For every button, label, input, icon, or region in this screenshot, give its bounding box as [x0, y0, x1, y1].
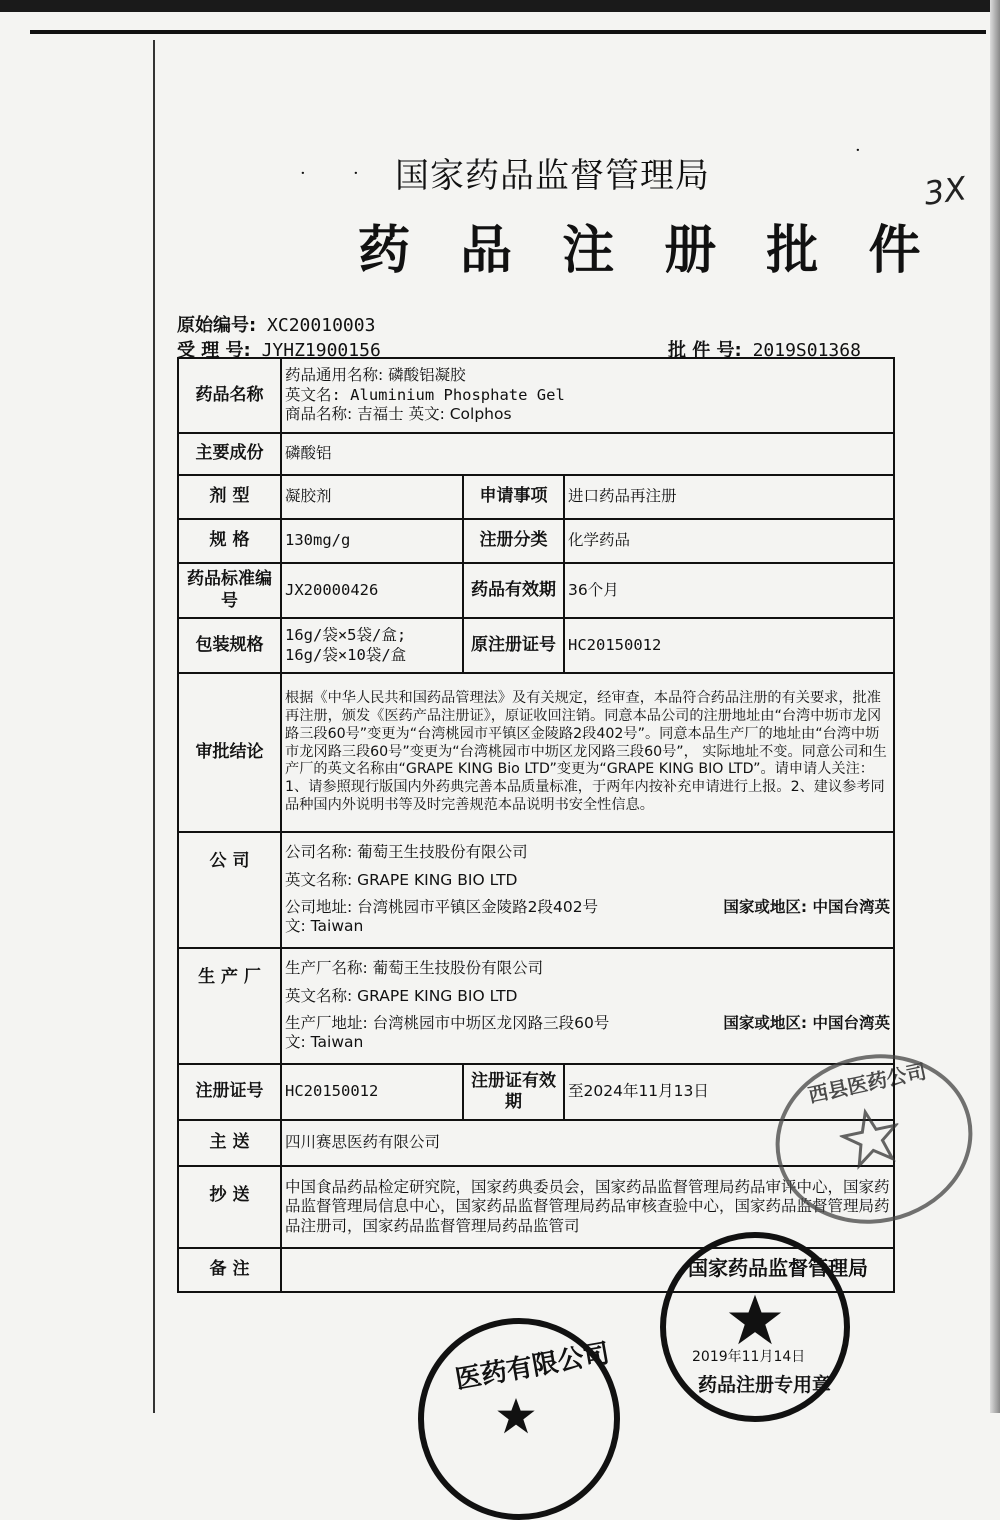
acceptance-number-label: 受 理 号: — [177, 340, 251, 361]
standard-number-value: JX20000426 — [281, 563, 463, 618]
cc-label: 抄 送 — [178, 1166, 281, 1248]
speck: · — [300, 163, 306, 184]
conclusion-label: 审批结论 — [178, 673, 281, 832]
spacer — [285, 890, 890, 898]
company-country-cont: 文: Taiwan — [285, 917, 364, 936]
company-english-name: 英文名称: GRAPE KING BIO LTD — [285, 870, 518, 889]
cert-validity-value: 至2024年11月13日 — [564, 1064, 894, 1120]
main-ingredient-label: 主要成份 — [178, 433, 281, 475]
manufacturer-label: 生 产 厂 — [178, 948, 281, 1064]
agency-name: 国家药品监督管理局 — [395, 156, 710, 196]
speck: · — [855, 140, 861, 161]
company-label: 公 司 — [178, 832, 281, 948]
scan-top-edge — [0, 0, 1000, 12]
company-seal — [418, 1318, 620, 1520]
table-row — [178, 618, 894, 673]
spacer — [285, 979, 890, 987]
official-seal — [660, 1232, 868, 1422]
seal-star-icon — [727, 1292, 783, 1348]
table-row — [178, 519, 894, 563]
company-cell — [281, 832, 894, 948]
spacer — [285, 1006, 890, 1014]
packaging-line-2: 16g/袋×10袋/盒 — [285, 645, 407, 664]
table-row — [178, 948, 894, 1064]
seal-star-icon — [496, 1396, 536, 1436]
validity-label: 药品有效期 — [463, 563, 564, 618]
right-seal-text: 西县医药公司 — [806, 1058, 929, 1108]
registration-category-value: 化学药品 — [564, 519, 894, 563]
company-country: 国家或地区: 中国台湾英 — [723, 898, 891, 916]
cc-value: 中国食品药品检定研究院，国家药典委员会，国家药品监督管理局药品审评中心，国家药品监督管理局信息中心，国家药品监督管理局药品审核查验中心，国家药品监督管理局药品注册司，国家药品监督管理局药品监管司 — [281, 1166, 894, 1248]
speck: · — [353, 163, 359, 184]
official-seal-date: 2019年11月14日 — [692, 1349, 806, 1365]
conclusion-text: 根据《中华人民共和国药品管理法》及有关规定，经审查，本品符合药品注册的有关要求，批准再注册，颁发《医药产品注册证》，原证收回注销。同意本品公司的注册地址由“台湾中坜市龙冈路三段60号”变更为“台湾桃园市平镇区金陵路2段402号”。同意本品生产厂的地址由“台湾中坜市龙冈路三段60号”变更为“台湾桃园市中坜区龙冈路三段60号”， 实际地址不变。同意公司和生产厂的英文名称由“GRAPE KING Bio LTD”变更为“GRAPE KING BIO LTD”。请申请人关注：1、请参照现行版国内外药典完善本品质量标准，于两年内按补充申请进行上报。2、建议参考同品种国内外说明书等及时完善规范本品说明书安全性信息。 — [281, 673, 894, 832]
company-address: 公司地址: 台湾桃园市平镇区金陵路2段402号 — [285, 898, 599, 916]
document-title: 药 品 注 册 批 件 — [358, 221, 937, 281]
table-row — [178, 832, 894, 948]
official-seal-top-text: 国家药品监督管理局 — [688, 1256, 868, 1280]
drug-name-label: 药品名称 — [178, 358, 281, 433]
manufacturer-address: 生产厂地址: 台湾桃园市中坜区龙冈路三段60号 — [285, 1014, 610, 1032]
manufacturer-country: 国家或地区: 中国台湾英 — [723, 1014, 891, 1032]
application-item-label: 申请事项 — [463, 475, 564, 519]
manufacturer-country-cont: 文: Taiwan — [285, 1033, 364, 1052]
specification-label: 规 格 — [178, 519, 281, 563]
manufacturer-name: 生产厂名称: 葡萄王生技股份有限公司 — [285, 959, 544, 978]
table-row — [178, 673, 894, 832]
send-to-label: 主 送 — [178, 1120, 281, 1166]
company-name: 公司名称: 葡萄王生技股份有限公司 — [285, 843, 528, 862]
english-name: 英文名: Aluminium Phosphate Gel — [285, 385, 565, 404]
registration-category-label: 注册分类 — [463, 519, 564, 563]
cert-validity-label: 注册证有效期 — [463, 1064, 564, 1120]
registration-cert-value: HC20150012 — [281, 1064, 463, 1120]
official-seal-bottom-text: 药品注册专用章 — [698, 1374, 832, 1396]
dosage-form-label: 剂 型 — [178, 475, 281, 519]
table-row — [178, 475, 894, 519]
approval-number-label: 批 件 号: — [668, 340, 742, 361]
send-to-value: 四川赛思医药有限公司 — [281, 1120, 894, 1166]
original-number — [177, 311, 375, 337]
original-number-label: 原始编号: — [177, 315, 257, 336]
scan-right-edge — [990, 0, 1000, 1413]
scan-border-line — [30, 30, 986, 34]
spacer — [285, 863, 890, 871]
manufacturer-english-name: 英文名称: GRAPE KING BIO LTD — [285, 986, 518, 1005]
approval-number-value: 2019S01368 — [752, 340, 861, 361]
registration-cert-label: 注册证号 — [178, 1064, 281, 1120]
acceptance-number-value: JYHZ1900156 — [261, 340, 381, 361]
remarks-label: 备 注 — [178, 1248, 281, 1292]
seal-star-icon — [835, 1102, 906, 1173]
scan-fold-line — [153, 40, 155, 1413]
generic-name: 药品通用名称: 磷酸铝凝胶 — [285, 366, 466, 385]
company-address-row — [285, 898, 890, 917]
table-row — [178, 433, 894, 475]
packaging-cell — [281, 618, 463, 673]
specification-value: 130mg/g — [281, 519, 463, 563]
table-row — [178, 563, 894, 618]
company-seal-text: 医药有限公司 — [453, 1338, 612, 1396]
main-ingredient-value: 磷酸铝 — [281, 433, 894, 475]
original-registration-label: 原注册证号 — [463, 618, 564, 673]
packaging-line-1: 16g/袋×5袋/盒; — [285, 626, 407, 645]
standard-number-label: 药品标准编号 — [178, 563, 281, 618]
drug-name-cell — [281, 358, 894, 433]
packaging-label: 包装规格 — [178, 618, 281, 673]
original-registration-value: HC20150012 — [564, 618, 894, 673]
application-item-value: 进口药品再注册 — [564, 475, 894, 519]
validity-value: 36个月 — [564, 563, 894, 618]
original-number-value: XC20010003 — [267, 315, 376, 336]
manufacturer-cell — [281, 948, 894, 1064]
table-row — [178, 358, 894, 433]
trade-name: 商品名称: 吉福士 英文: Colphos — [285, 405, 512, 424]
manufacturer-address-row — [285, 1014, 890, 1033]
handwritten-note: 3X — [921, 169, 969, 213]
dosage-form-value: 凝胶剂 — [281, 475, 463, 519]
